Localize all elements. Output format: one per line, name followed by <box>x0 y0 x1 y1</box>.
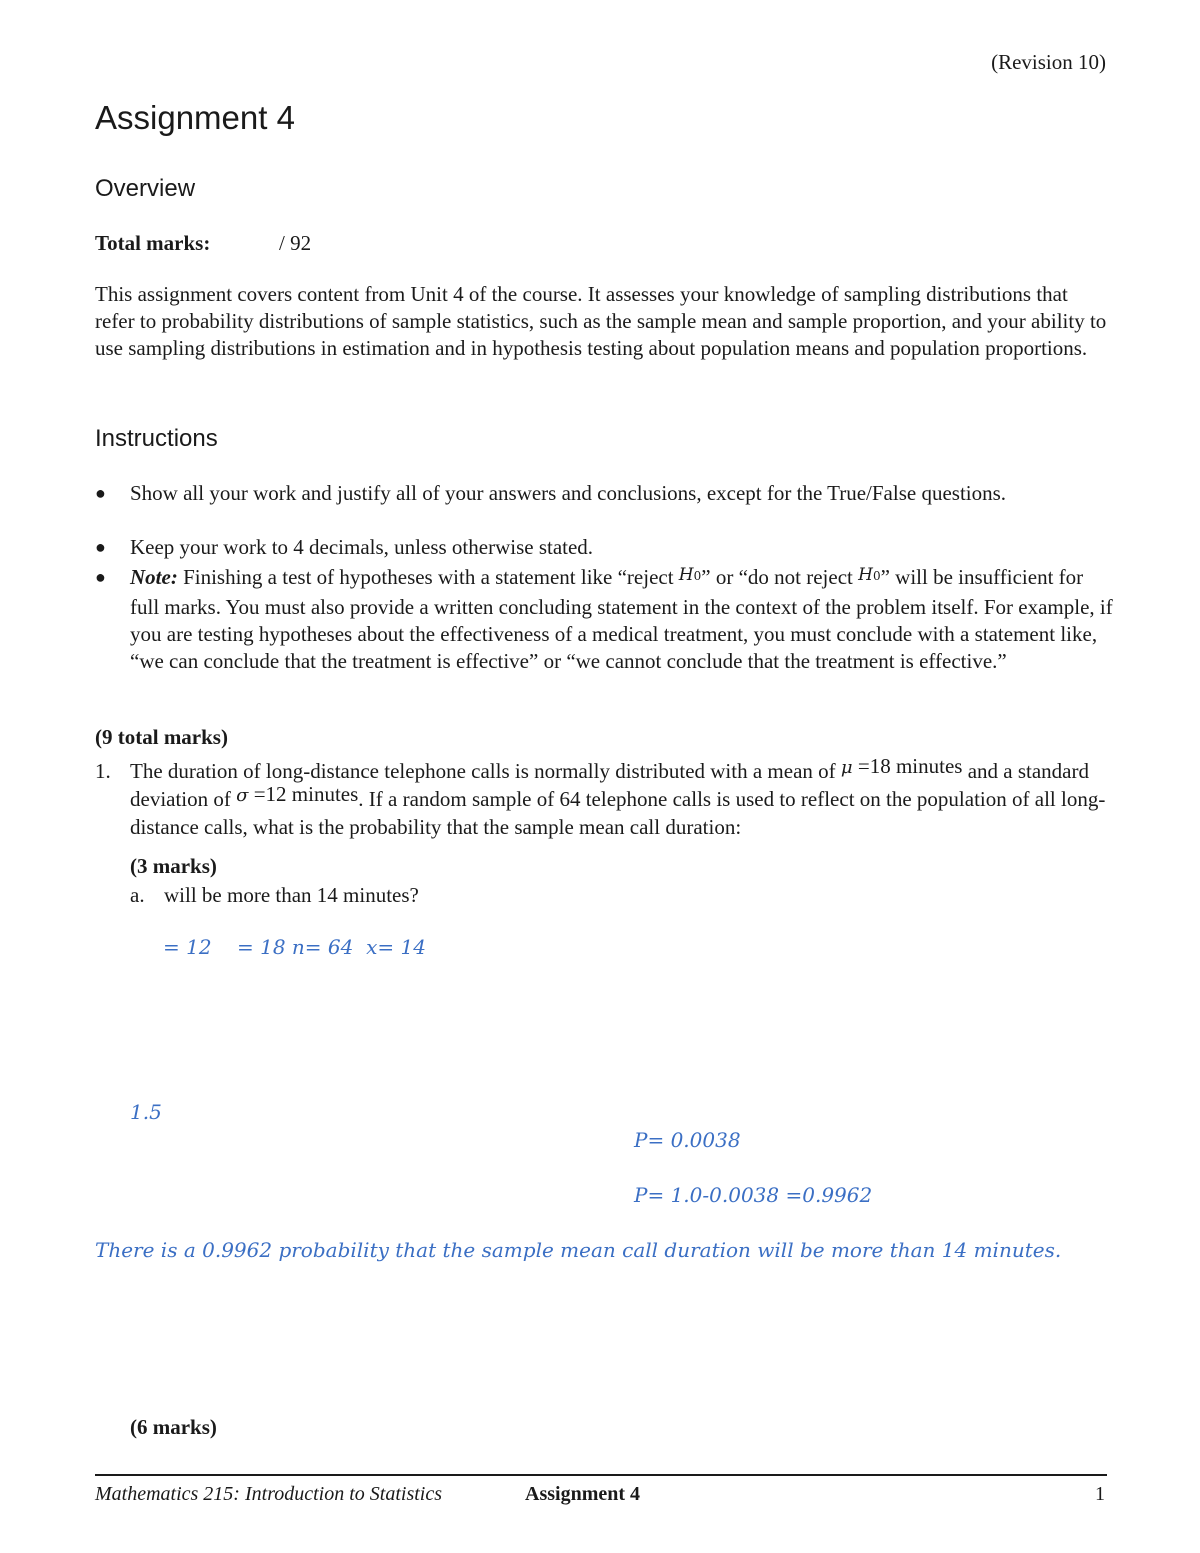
instructions-heading: Instructions <box>95 425 218 452</box>
total-marks-label: Total marks: <box>95 231 211 255</box>
revision-label: (Revision 10) <box>991 50 1106 74</box>
note-text-2: ” or “do not reject <box>701 565 859 589</box>
footer-divider <box>95 1474 1107 1476</box>
part-a-marks: (3 marks) <box>130 854 217 878</box>
instruction-text: Show all your work and justify all of your answers and conclusions, except for the True/False questions. <box>130 481 1007 505</box>
part-a-letter: a. <box>130 883 145 907</box>
note-text-3: ” will be insufficient for full marks. You must also provide a written concluding statement in the context of the problem itself. For example, if you are testing hypotheses about the effectiveness of a medical treatment, you must conclude with a statement like, “we can conclude that the treatment is effective” or “we cannot conclude that the treatment is effective.” <box>130 565 1113 673</box>
mu-symbol: μ <box>840 757 853 778</box>
overview-heading: Overview <box>95 175 196 202</box>
bullet-icon: ● <box>95 537 106 557</box>
mu-value: =18 minutes <box>857 754 963 778</box>
note-label: Note: <box>130 565 178 589</box>
sigma-symbol: σ <box>236 785 249 806</box>
answer-probability-lower: P= 0.0038 <box>634 1128 741 1152</box>
footer-course-title: Mathematics 215: Introduction to Statistics <box>95 1483 443 1505</box>
instruction-note <box>130 564 1115 675</box>
answer-conclusion: There is a 0.9962 probability that the sample mean call duration will be more than 14 minutes. <box>95 1238 1062 1262</box>
answer-z-value: 1.5 <box>130 1100 162 1124</box>
bullet-icon: ● <box>95 567 106 587</box>
h0-symbol: H0 <box>858 565 881 585</box>
sigma-value: =12 minutes <box>253 782 359 806</box>
overview-paragraph: This assignment covers content from Unit 4 of the course. It assesses your knowledge of sampling distributions that refer to probability distributions of sample statistics, such as the sample mean and sample proportion, and your ability to use sampling distributions in estimation and in hypothesis testing about population means and population proportions. <box>95 282 1107 360</box>
answer-givens: = 12 = 18 n= 64 x= 14 <box>163 935 426 959</box>
question-number: 1. <box>95 759 111 783</box>
instruction-text: Keep your work to 4 decimals, unless otherwise stated. <box>130 535 594 559</box>
total-marks-value: / 92 <box>279 231 312 255</box>
note-text-1: Finishing a test of hypotheses with a statement like “reject <box>177 565 679 589</box>
bullet-icon: ● <box>95 483 106 503</box>
question-text: The duration of long-distance telephone calls is normally distributed with a mean of μ =18 minutes and a standard deviation of σ =12 minutes. If a random sample of 64 telephone calls is used to reflect on the population of all long-distance calls, what is the probability that the sample mean call duration: <box>130 754 1106 839</box>
footer-assignment-title: Assignment 4 <box>525 1483 641 1505</box>
h0-symbol: H0 <box>678 565 702 585</box>
page-number: 1 <box>1095 1483 1105 1505</box>
part-b-marks: (6 marks) <box>130 1415 217 1439</box>
part-a-text: will be more than 14 minutes? <box>164 883 419 907</box>
question-total-marks: (9 total marks) <box>95 725 228 749</box>
page-title: Assignment 4 <box>95 99 295 136</box>
answer-probability-result: P= 1.0-0.0038 =0.9962 <box>634 1183 873 1207</box>
